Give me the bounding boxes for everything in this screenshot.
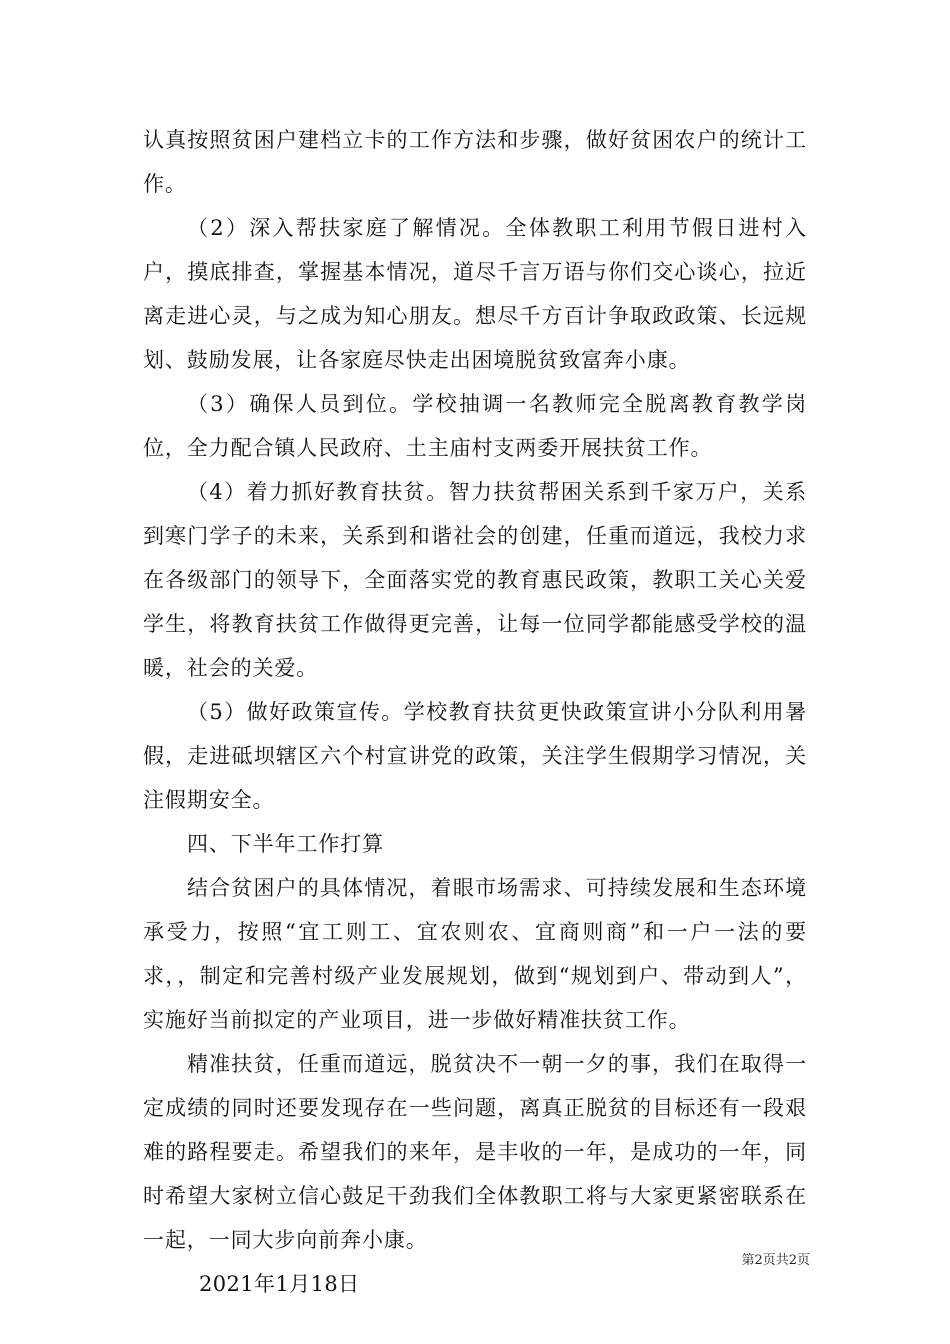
paragraph-3: （3）确保人员到位。学校抽调一名教师完全脱离教育教学岗位，全力配合镇人民政府、土主庙村支两委开展扶贫工作。: [143, 392, 807, 460]
document-date: 2021年1月18日: [199, 1272, 360, 1296]
paragraph-7: 精准扶贫，任重而道远，脱贫决不一朝一夕的事，我们在取得一定成绩的同时还要发现存在一些问题，离真正脱贫的目标还有一段艰难的路程要走。希望我们的来年，是丰收的一年，是成功的一年，同时希望大家树立信心鼓足干劲我们全体教职工将与大家更紧密联系在一起，一同大步向前奔小康。: [143, 1052, 807, 1252]
paragraph-1: 认真按照贫困户建档立卡的工作方法和步骤，做好贫困农户的统计工作。: [143, 128, 807, 196]
section-heading: 四、下半年工作打算: [187, 832, 385, 856]
paragraph-5: （5）做好政策宣传。学校教育扶贫更快政策宣讲小分队利用暑假，走进砥坝辖区六个村宣讲党的政策，关注学生假期学习情况，关注假期安全。: [143, 700, 807, 812]
page-number-footer: 第2页共2页: [741, 1253, 810, 1268]
paragraph-2: （2）深入帮扶家庭了解情况。全体教职工利用节假日进村入户，摸底排查，掌握基本情况，道尽千言万语与你们交心谈心，拉近离走进心灵，与之成为知心朋友。想尽千方百计争取政政策、长远规划、鼓励发展，让各家庭尽快走出困境脱贫致富奔小康。: [143, 216, 807, 372]
paragraph-6: 结合贫困户的具体情况，着眼市场需求、可持续发展和生态环境承受力，按照“宜工则工、宜农则农、宜商则商”和一户一法的要求，，制定和完善村级产业发展规划，做到“规划到户、带动到人”，实施好当前拟定的产业项目，进一步做好精准扶贫工作。: [143, 876, 807, 1032]
paragraph-4: （4）着力抓好教育扶贫。智力扶贫帮困关系到千家万户，关系到寒门学子的未来，关系到和谐社会的创建，任重而道远，我校力求在各级部门的领导下，全面落实党的教育惠民政策，教职工关心关爱学生，将教育扶贫工作做得更完善，让每一位同学都能感受学校的温暖，社会的关爱。: [143, 480, 807, 680]
document-body: [143, 118, 807, 1306]
